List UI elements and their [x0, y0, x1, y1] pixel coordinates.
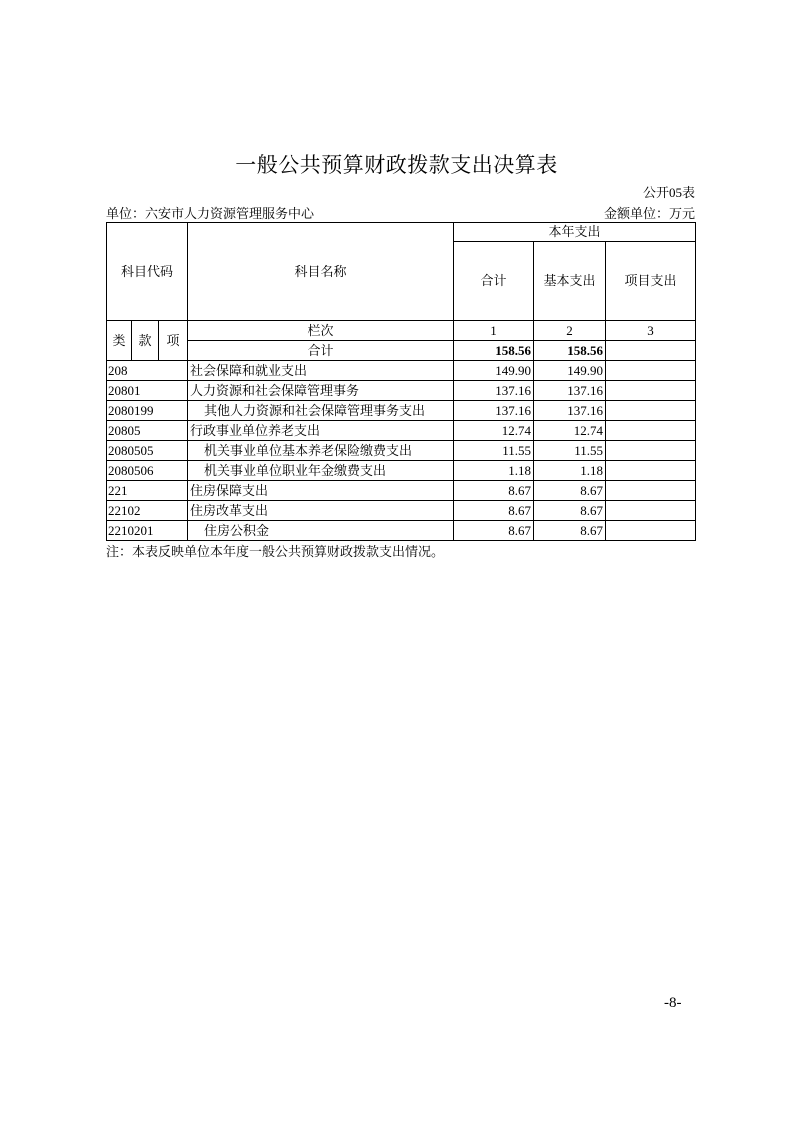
- row-total: 11.55: [454, 441, 534, 461]
- row-code: 2080506: [107, 461, 188, 481]
- row-project: [606, 501, 696, 521]
- row-project: [606, 381, 696, 401]
- table-note: 注：本表反映单位本年度一般公共预算财政拨款支出情况。: [106, 544, 445, 559]
- header-name: 科目名称: [188, 223, 454, 321]
- row-basic: 1.18: [534, 461, 606, 481]
- row-code: 20801: [107, 381, 188, 401]
- row-name: 机关事业单位职业年金缴费支出: [188, 461, 454, 481]
- row-code: 22102: [107, 501, 188, 521]
- form-number: 公开05表: [642, 185, 695, 200]
- row-total: 8.67: [454, 521, 534, 541]
- row-code: 2080199: [107, 401, 188, 421]
- row-name: 社会保障和就业支出: [188, 361, 454, 381]
- page-title: 一般公共预算财政拨款支出决算表: [235, 153, 558, 177]
- page-number: -8-: [664, 995, 682, 1011]
- row-project: [606, 481, 696, 501]
- table-row: [107, 441, 696, 461]
- row-basic: 137.16: [534, 381, 606, 401]
- expenditure-table: [106, 222, 696, 541]
- header-col-3: 3: [606, 321, 696, 341]
- row-basic: 8.67: [534, 521, 606, 541]
- row-name: 人力资源和社会保障管理事务: [188, 381, 454, 401]
- row-total: 137.16: [454, 381, 534, 401]
- header-col-2: 2: [534, 321, 606, 341]
- row-code: 2210201: [107, 521, 188, 541]
- row-code: 2080505: [107, 441, 188, 461]
- total-basic: 158.56: [534, 341, 606, 361]
- table-row: [107, 381, 696, 401]
- table-row: [107, 501, 696, 521]
- unit-name: 单位：六安市人力资源管理服务中心: [106, 206, 315, 221]
- row-name: 住房改革支出: [188, 501, 454, 521]
- row-project: [606, 521, 696, 541]
- total-project: [606, 341, 696, 361]
- table-row: [107, 401, 696, 421]
- row-name: 机关事业单位基本养老保险缴费支出: [188, 441, 454, 461]
- row-basic: 12.74: [534, 421, 606, 441]
- row-name: 住房保障支出: [188, 481, 454, 501]
- row-project: [606, 421, 696, 441]
- table-row: [107, 481, 696, 501]
- row-basic: 137.16: [534, 401, 606, 421]
- header-col-1: 1: [454, 321, 534, 341]
- table-row: [107, 461, 696, 481]
- row-total: 12.74: [454, 421, 534, 441]
- header-lei: 类: [107, 321, 132, 361]
- header-kuan: 款: [132, 321, 159, 361]
- header-year-expense: 本年支出: [454, 223, 696, 242]
- row-project: [606, 461, 696, 481]
- header-xiang: 项: [159, 321, 188, 361]
- row-name: 其他人力资源和社会保障管理事务支出: [188, 401, 454, 421]
- row-basic: 149.90: [534, 361, 606, 381]
- row-basic: 8.67: [534, 481, 606, 501]
- row-total: 8.67: [454, 501, 534, 521]
- total-amount: 158.56: [454, 341, 534, 361]
- amount-unit: 金额单位：万元: [603, 206, 695, 221]
- row-basic: 8.67: [534, 501, 606, 521]
- total-row: [107, 341, 696, 361]
- table-row: [107, 361, 696, 381]
- header-row-3: [107, 321, 696, 341]
- row-code: 20805: [107, 421, 188, 441]
- table-row: [107, 421, 696, 441]
- row-total: 149.90: [454, 361, 534, 381]
- row-name: 住房公积金: [188, 521, 454, 541]
- row-project: [606, 441, 696, 461]
- row-code: 221: [107, 481, 188, 501]
- header-project: 项目支出: [606, 242, 696, 321]
- header-code: 科目代码: [107, 223, 188, 321]
- header-row-1: [107, 223, 696, 242]
- row-total: 8.67: [454, 481, 534, 501]
- total-label: 合计: [188, 341, 454, 361]
- row-project: [606, 361, 696, 381]
- row-total: 1.18: [454, 461, 534, 481]
- row-total: 137.16: [454, 401, 534, 421]
- header-total: 合计: [454, 242, 534, 321]
- unit-line: [106, 203, 695, 222]
- row-project: [606, 401, 696, 421]
- row-basic: 11.55: [534, 441, 606, 461]
- header-lanci: 栏次: [188, 321, 454, 341]
- table-row: [107, 521, 696, 541]
- row-code: 208: [107, 361, 188, 381]
- header-basic: 基本支出: [534, 242, 606, 321]
- row-name: 行政事业单位养老支出: [188, 421, 454, 441]
